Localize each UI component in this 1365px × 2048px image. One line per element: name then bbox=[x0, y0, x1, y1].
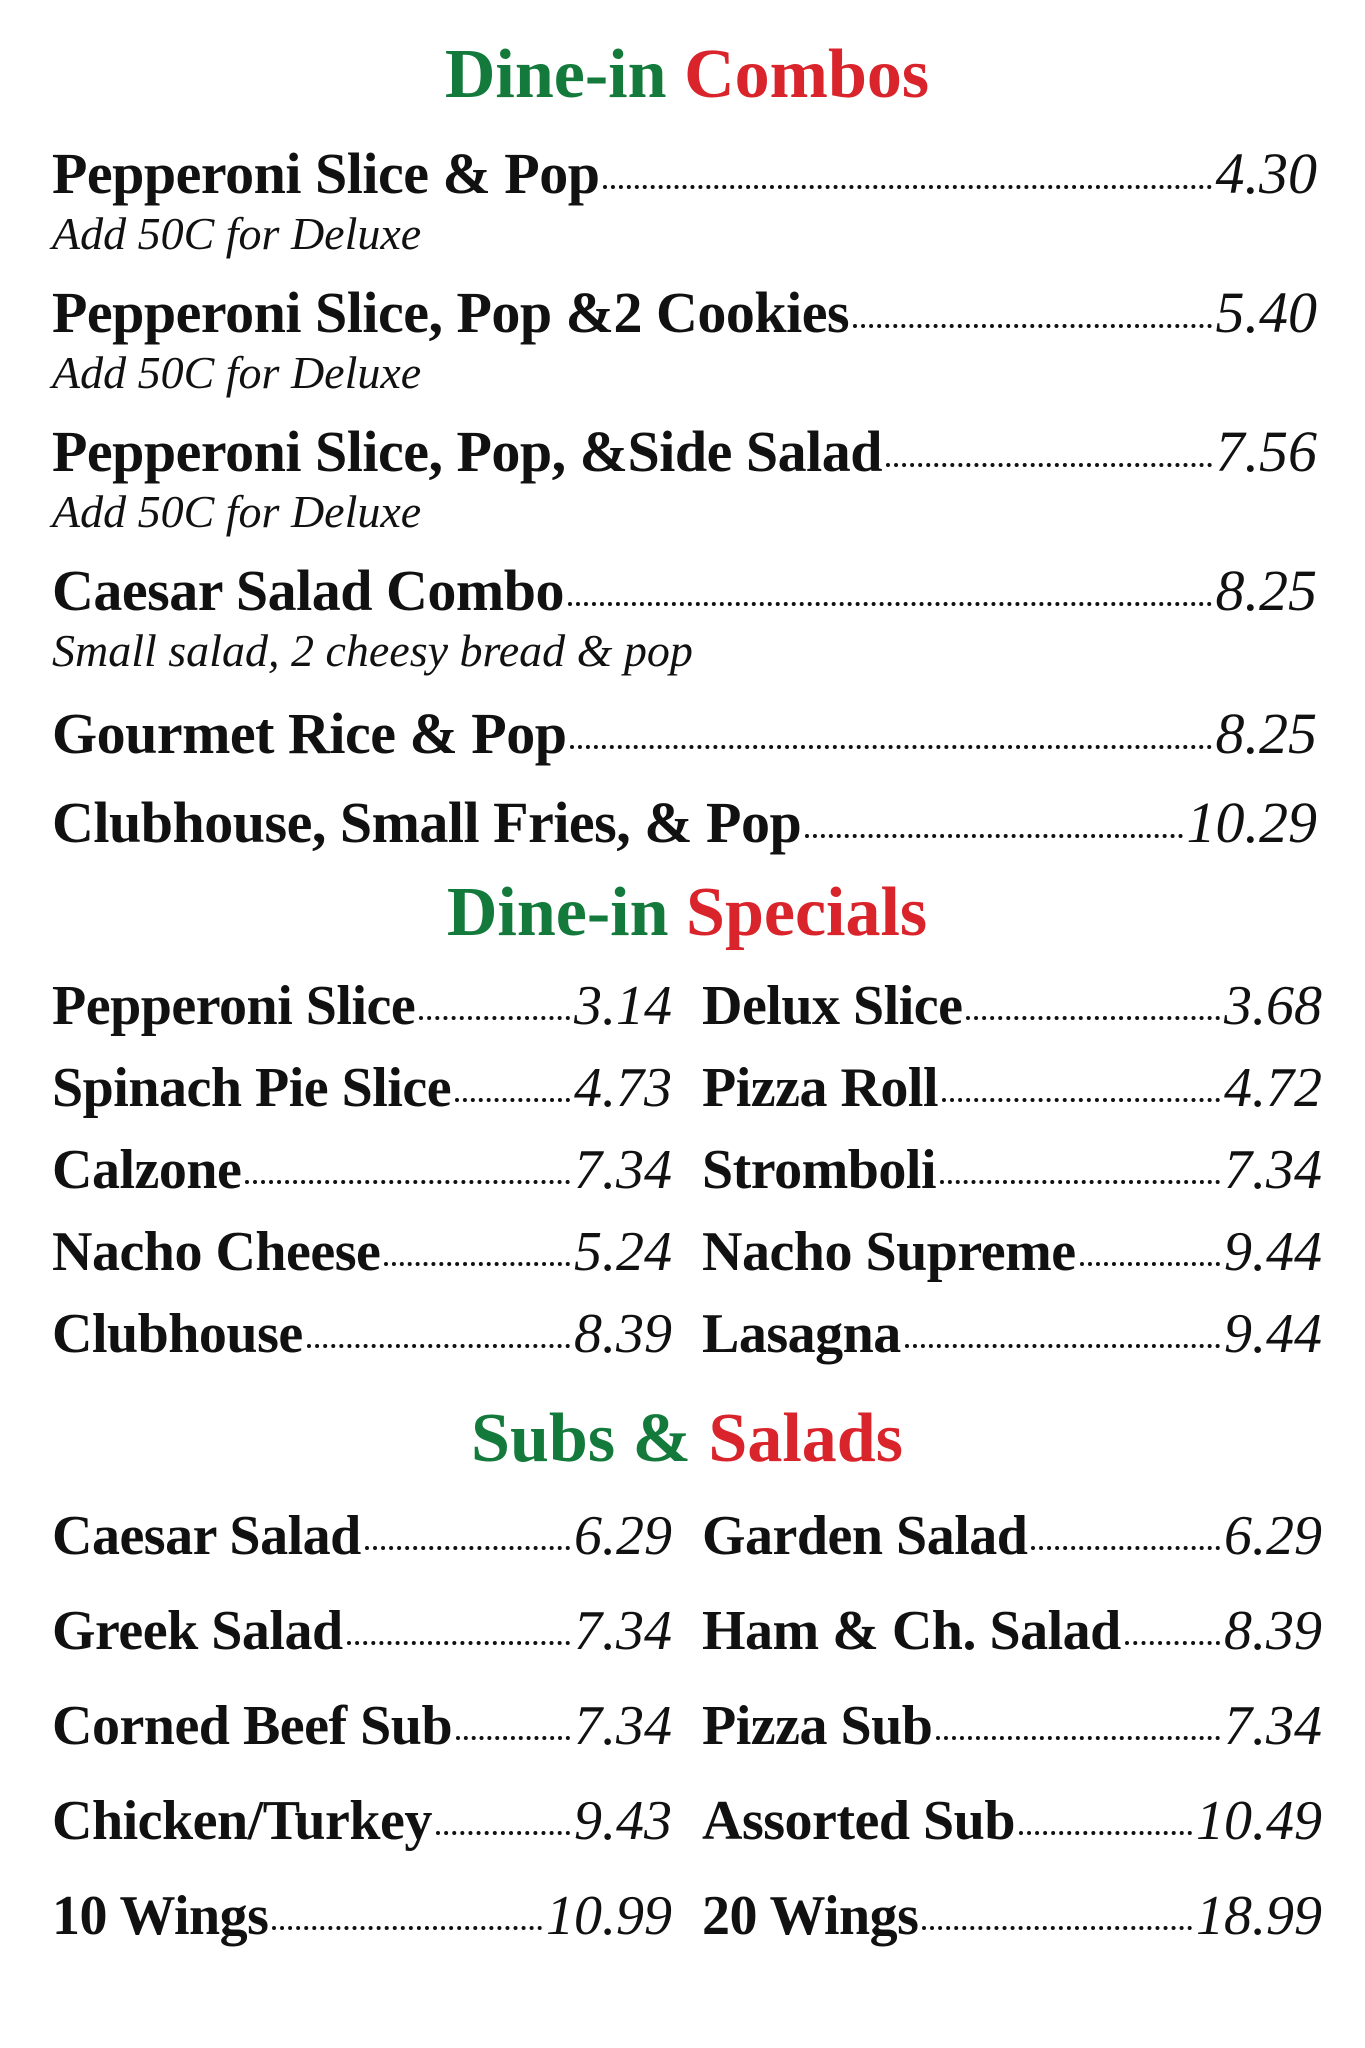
item-name: Pepperoni Slice, Pop, &Side Salad bbox=[52, 419, 882, 484]
combos-list bbox=[52, 140, 1322, 856]
title-word-green: Subs & bbox=[471, 1400, 691, 1477]
item-price: 8.25 bbox=[1215, 558, 1317, 623]
dot-leader bbox=[455, 1098, 570, 1102]
item-name: Nacho Supreme bbox=[702, 1221, 1076, 1283]
item-name: Spinach Pie Slice bbox=[52, 1057, 452, 1119]
item-name: 10 Wings bbox=[52, 1885, 269, 1947]
item-name: Lasagna bbox=[702, 1303, 901, 1365]
menu-item bbox=[52, 1789, 672, 1884]
item-price: 9.43 bbox=[574, 1790, 672, 1852]
menu-item bbox=[702, 1220, 1322, 1302]
menu-board bbox=[52, 0, 1322, 1979]
item-name: Nacho Cheese bbox=[52, 1221, 381, 1283]
menu-item bbox=[702, 1599, 1322, 1694]
dot-leader bbox=[966, 1016, 1220, 1020]
item-price: 5.24 bbox=[574, 1221, 672, 1283]
item-name: Delux Slice bbox=[702, 975, 963, 1037]
dot-leader bbox=[570, 745, 1211, 749]
dot-leader bbox=[922, 1926, 1192, 1930]
title-word-green: Dine-in bbox=[444, 36, 667, 113]
dot-leader bbox=[1125, 1641, 1220, 1645]
dot-leader bbox=[436, 1831, 570, 1835]
menu-item bbox=[52, 1694, 672, 1789]
item-name: Ham & Ch. Salad bbox=[702, 1600, 1121, 1662]
item-note: Small salad, 2 cheesy bread & pop bbox=[52, 625, 693, 676]
item-name: Greek Salad bbox=[52, 1600, 343, 1662]
dot-leader bbox=[245, 1180, 570, 1184]
menu-item bbox=[52, 789, 1322, 856]
dot-leader bbox=[384, 1262, 570, 1266]
menu-item bbox=[702, 974, 1322, 1056]
menu-item bbox=[702, 1884, 1322, 1979]
item-name: Clubhouse bbox=[52, 1303, 303, 1365]
title-word-red: Specials bbox=[686, 874, 928, 951]
menu-item bbox=[52, 140, 1322, 257]
dot-leader bbox=[805, 834, 1182, 838]
item-price: 8.39 bbox=[574, 1303, 672, 1365]
dot-leader bbox=[272, 1926, 542, 1930]
item-price: 3.68 bbox=[1224, 975, 1322, 1037]
dot-leader bbox=[1080, 1262, 1220, 1266]
item-note: Add 50C for Deluxe bbox=[52, 208, 422, 259]
dot-leader bbox=[936, 1736, 1220, 1740]
menu-item bbox=[52, 974, 672, 1056]
item-name: Pizza Sub bbox=[702, 1695, 933, 1757]
dot-leader bbox=[942, 1098, 1220, 1102]
item-price: 8.39 bbox=[1224, 1600, 1322, 1662]
item-price: 4.30 bbox=[1215, 141, 1317, 206]
item-name: Clubhouse, Small Fries, & Pop bbox=[52, 790, 802, 855]
menu-item bbox=[52, 279, 1322, 396]
menu-item bbox=[702, 1504, 1322, 1599]
subs-salads-grid bbox=[52, 1504, 1322, 1979]
dot-leader bbox=[1031, 1546, 1220, 1550]
item-note: Add 50C for Deluxe bbox=[52, 347, 422, 398]
dot-leader bbox=[456, 1736, 570, 1740]
item-price: 10.99 bbox=[546, 1885, 672, 1947]
specials-grid bbox=[52, 974, 1322, 1384]
menu-item bbox=[52, 1056, 672, 1138]
dot-leader bbox=[347, 1641, 570, 1645]
item-name: Pepperoni Slice bbox=[52, 975, 416, 1037]
menu-item bbox=[702, 1302, 1322, 1384]
menu-item bbox=[52, 557, 1322, 674]
dot-leader bbox=[886, 463, 1212, 467]
title-word-red: Combos bbox=[684, 36, 930, 113]
title-word-green: Dine-in bbox=[446, 874, 669, 951]
dot-leader bbox=[940, 1180, 1220, 1184]
item-name: Assorted Sub bbox=[702, 1790, 1015, 1852]
menu-item bbox=[702, 1138, 1322, 1220]
item-name: Chicken/Turkey bbox=[52, 1790, 432, 1852]
item-price: 9.44 bbox=[1224, 1303, 1322, 1365]
item-name: Pepperoni Slice & Pop bbox=[52, 141, 600, 206]
item-price: 7.56 bbox=[1215, 419, 1317, 484]
menu-item bbox=[52, 1884, 672, 1979]
section-title-specials bbox=[52, 874, 1322, 951]
dot-leader bbox=[307, 1344, 570, 1348]
item-name: 20 Wings bbox=[702, 1885, 919, 1947]
dot-leader bbox=[603, 185, 1211, 189]
item-note: Add 50C for Deluxe bbox=[52, 486, 422, 537]
item-price: 7.34 bbox=[574, 1695, 672, 1757]
item-name: Pepperoni Slice, Pop &2 Cookies bbox=[52, 280, 850, 345]
item-price: 6.29 bbox=[1224, 1505, 1322, 1567]
dot-leader bbox=[568, 602, 1212, 606]
item-price: 7.34 bbox=[1224, 1139, 1322, 1201]
item-name: Gourmet Rice & Pop bbox=[52, 701, 567, 766]
item-price: 10.29 bbox=[1186, 790, 1317, 855]
menu-item bbox=[52, 1220, 672, 1302]
item-price: 5.40 bbox=[1215, 280, 1317, 345]
item-price: 9.44 bbox=[1224, 1221, 1322, 1283]
item-name: Corned Beef Sub bbox=[52, 1695, 453, 1757]
dot-leader bbox=[905, 1344, 1220, 1348]
menu-item bbox=[52, 1599, 672, 1694]
item-price: 7.34 bbox=[574, 1139, 672, 1201]
dot-leader bbox=[419, 1016, 570, 1020]
item-price: 3.14 bbox=[574, 975, 672, 1037]
dot-leader bbox=[1019, 1831, 1192, 1835]
menu-item bbox=[52, 1138, 672, 1220]
item-name: Caesar Salad bbox=[52, 1505, 361, 1567]
menu-item bbox=[702, 1056, 1322, 1138]
section-title-combos bbox=[52, 0, 1322, 113]
title-word-red: Salads bbox=[708, 1400, 903, 1477]
menu-item bbox=[52, 1504, 672, 1599]
item-name: Garden Salad bbox=[702, 1505, 1028, 1567]
menu-item bbox=[702, 1789, 1322, 1884]
item-name: Calzone bbox=[52, 1139, 242, 1201]
item-price: 6.29 bbox=[574, 1505, 672, 1567]
menu-item bbox=[52, 1302, 672, 1384]
menu-item bbox=[52, 418, 1322, 535]
item-name: Caesar Salad Combo bbox=[52, 558, 564, 623]
item-price: 4.72 bbox=[1224, 1057, 1322, 1119]
section-title-subs-salads bbox=[52, 1400, 1322, 1477]
item-price: 10.49 bbox=[1196, 1790, 1322, 1852]
item-price: 8.25 bbox=[1215, 701, 1317, 766]
menu-item bbox=[702, 1694, 1322, 1789]
item-name: Stromboli bbox=[702, 1139, 937, 1201]
dot-leader bbox=[853, 324, 1211, 328]
item-price: 4.73 bbox=[574, 1057, 672, 1119]
menu-item bbox=[52, 700, 1322, 767]
item-price: 7.34 bbox=[1224, 1695, 1322, 1757]
dot-leader bbox=[365, 1546, 570, 1550]
item-price: 7.34 bbox=[574, 1600, 672, 1662]
item-name: Pizza Roll bbox=[702, 1057, 939, 1119]
item-price: 18.99 bbox=[1196, 1885, 1322, 1947]
